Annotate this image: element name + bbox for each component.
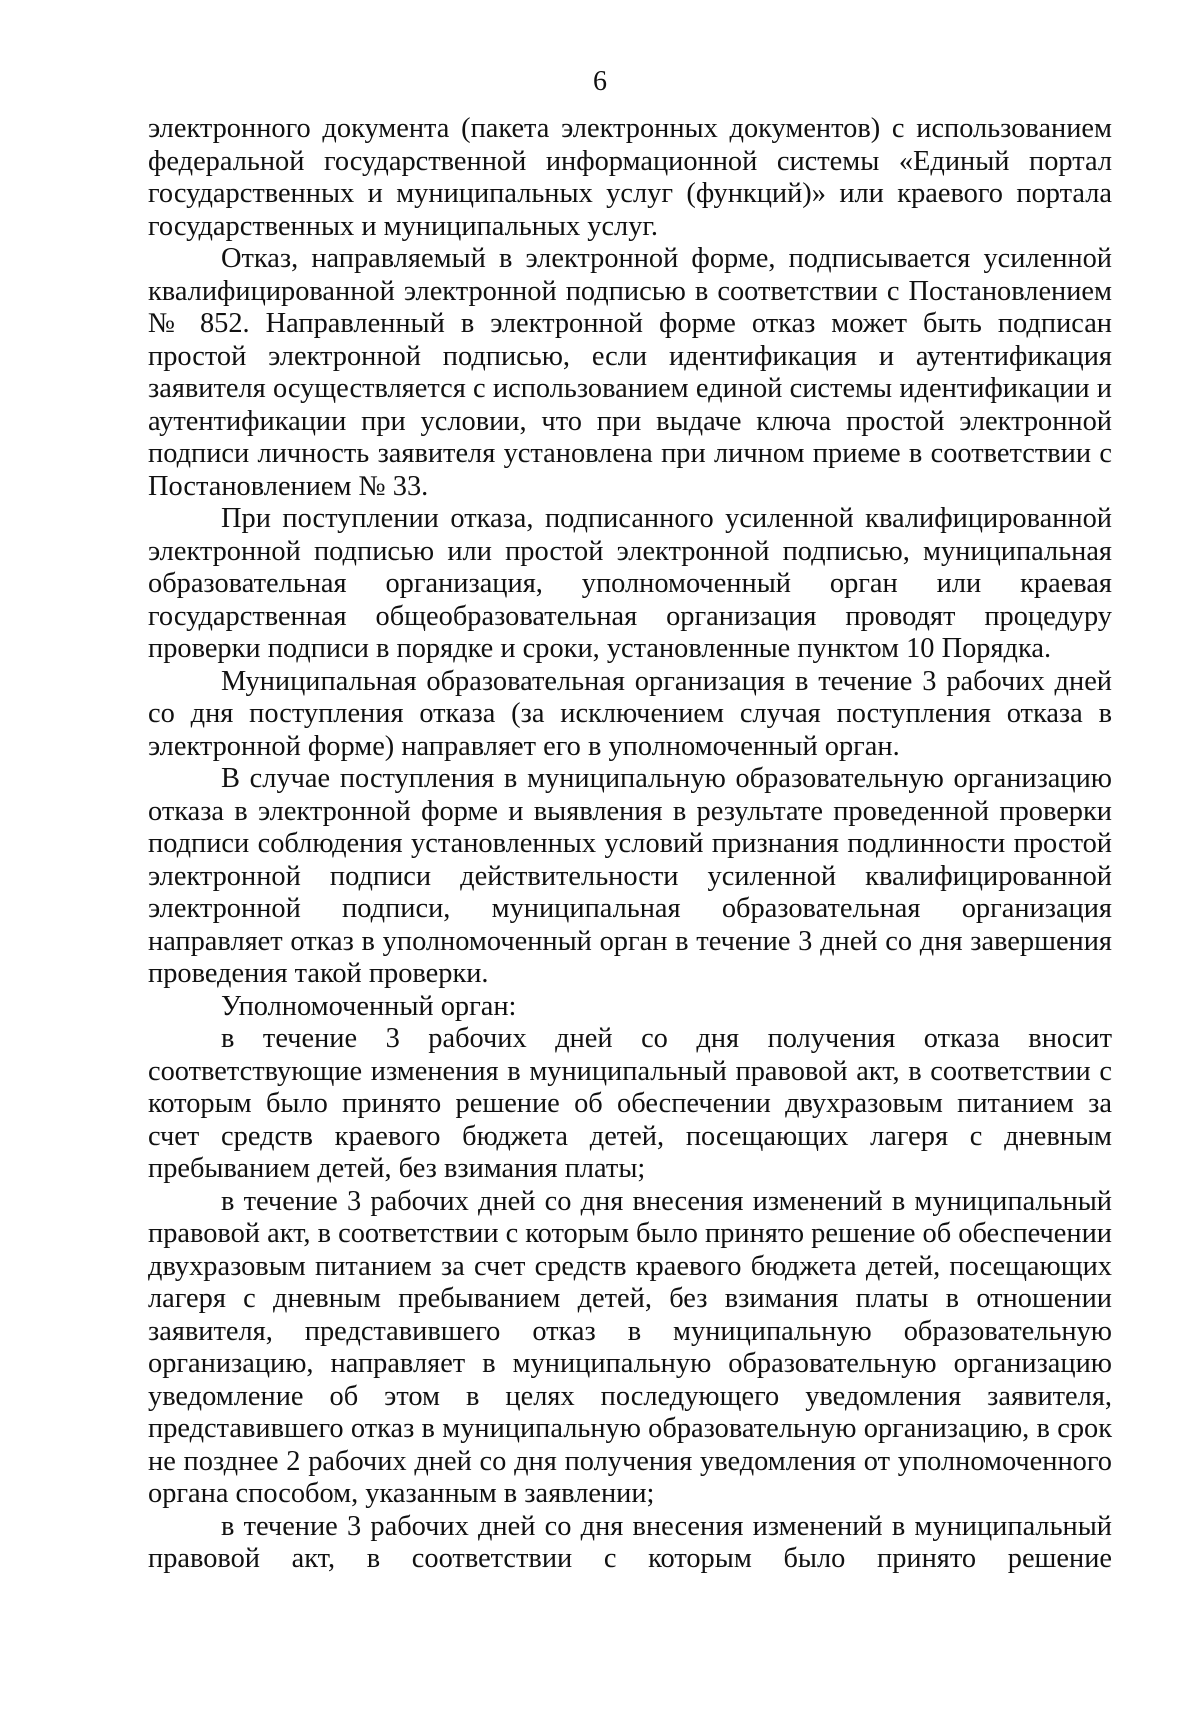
paragraph-refusal-signature: Отказ, направляемый в электронной форме, подписывается усиленной квалифицированной электронной подписью в соответствии с Постановлением № 852. Направленный в электронной форме отказ может быть подписан простой электронной подписью, если идентификация и аутентификация заявителя осуществляется с использованием единой системы идентификации и аутентификации при условии, что при выдаче ключа простой электронной подписи личность заявителя установлена при личном приеме в соответствии с Постановлением № 33. <box>148 243 1112 502</box>
document-body <box>148 113 1112 1576</box>
paragraph-electronic-refusal: В случае поступления в муниципальную образовательную организацию отказа в электронной форме и выявления в результате проведенной проверки подписи соблюдения установленных условий признания подлинности простой электронной подписи действительности усиленной квалифицированной электронной подписи, муниципальная образовательная организация направляет отказ в уполномоченный орган в течение 3 дней со дня завершения проведения такой проверки. <box>148 763 1112 989</box>
paragraph-item-continued: в течение 3 рабочих дней со дня внесения изменений в муниципальный правовой акт, в соответствии с которым было принято решение <box>148 1510 1112 1574</box>
paragraph-authorized-body: Уполномоченный орган: <box>221 990 517 1022</box>
paragraph-item-amend-act: в течение 3 рабочих дней со дня получения отказа вносит соответствующие изменения в муниципальный правовой акт, в соответствии с которым было принято решение об обеспечении двухразовым питанием за счет средств краевого бюджета детей, посещающих лагеря с дневным пребыванием детей, без взимания платы; <box>148 1023 1112 1184</box>
paragraph-continuation: электронного документа (пакета электронных документов) с использованием федеральной государственной информационной системы «Единый портал государственных и муниципальных услуг (функций)» или краевого портала государственных и муниципальных услуг. <box>148 113 1112 242</box>
paragraph-municipal-organization: Муниципальная образовательная организация в течение 3 рабочих дней со дня поступления отказа (за исключением случая поступления отказа в электронной форме) направляет его в уполномоченный орган. <box>148 665 1112 762</box>
paragraph-item-notify-organization: в течение 3 рабочих дней со дня внесения изменений в муниципальный правовой акт, в соответствии с которым было принято решение об обеспечении двухразовым питанием за счет средств краевого бюджета детей, посещающих лагеря с дневным пребыванием детей, без взимания платы в отношении заявителя, представившего отказ в муниципальную образовательную организацию, направляет в муниципальную образовательную организацию уведомление об этом в целях последующего уведомления заявителя, представившего отказ в муниципальную образовательную организацию, в срок не позднее 2 рабочих дней со дня получения уведомления от уполномоченного органа способом, указанным в заявлении; <box>148 1185 1112 1509</box>
page-number: 6 <box>593 66 607 97</box>
paragraph-signature-verification: При поступлении отказа, подписанного усиленной квалифицированной электронной подписью или простой электронной подписью, муниципальная образовательная организация, уполномоченный орган или краевая государственная общеобразовательная организация проводят процедуру проверки подписи в порядке и сроки, установленные пунктом 10 Порядка. <box>148 503 1112 664</box>
